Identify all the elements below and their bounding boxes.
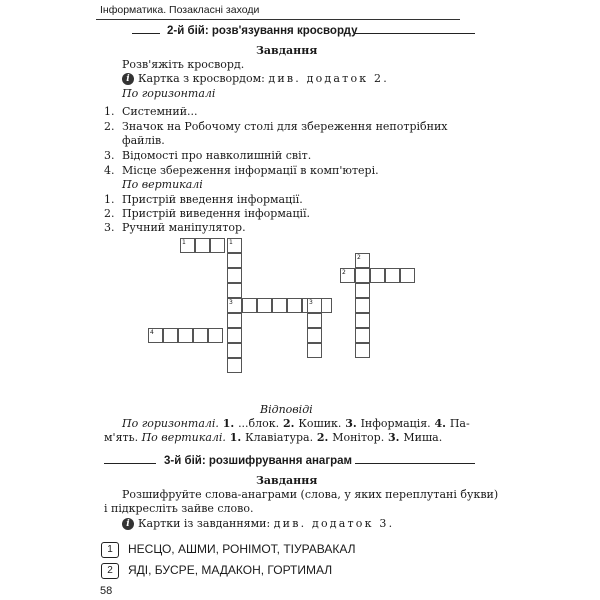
down-item: 2. — [104, 207, 115, 220]
crossword-cell[interactable] — [227, 283, 242, 298]
down-item-text: Пристрій виведення інформації. — [122, 207, 311, 220]
crossword-cell[interactable] — [355, 253, 370, 268]
down-item: 1. — [104, 193, 115, 206]
crossword-cell-number: 4 — [150, 329, 154, 336]
crossword-cell[interactable] — [307, 343, 322, 358]
crossword-cell[interactable] — [208, 328, 223, 343]
across-heading: По горизонталі — [122, 87, 216, 100]
crossword-cell-number: 1 — [182, 239, 186, 246]
crossword-cell[interactable] — [355, 313, 370, 328]
crossword-cell[interactable] — [242, 298, 257, 313]
crossword-cell[interactable] — [355, 268, 370, 283]
running-header: Інформатика. Позакласні заходи — [100, 4, 260, 16]
across-item-text: Значок на Робочому столі для збереження непотрібних — [122, 120, 448, 133]
across-item-text: Системний... — [122, 105, 198, 118]
across-item-text: Відомості про навколишній світ. — [122, 149, 312, 162]
crossword-cell[interactable] — [307, 298, 322, 313]
crossword-cell[interactable] — [163, 328, 178, 343]
crossword-cell[interactable] — [227, 298, 242, 313]
crossword-cell[interactable] — [195, 238, 210, 253]
card-number-badge: 2 — [101, 563, 119, 579]
crossword-cell[interactable] — [340, 268, 355, 283]
across-item: 3. — [104, 149, 115, 162]
crossword-cell[interactable] — [180, 238, 195, 253]
crossword-cell[interactable] — [178, 328, 193, 343]
card-prefix: Картка з кросвордом: — [138, 72, 269, 85]
section3-task-heading: Завдання — [256, 474, 318, 487]
across-item-text: файлів. — [122, 134, 165, 147]
page-number: 58 — [100, 585, 113, 597]
answers-heading: Відповіді — [260, 403, 313, 416]
across-item: 2. — [104, 120, 115, 133]
section2-task-heading: Завдання — [256, 44, 318, 57]
crossword-cell[interactable] — [400, 268, 415, 283]
section-dash-right — [355, 463, 475, 464]
info-icon: i — [122, 73, 134, 85]
crossword-cell-number: 3 — [309, 299, 313, 306]
section3-card-line: Картки із завданнями: див. додаток 3. — [138, 517, 395, 530]
answers-line-1: По горизонталі. 1. ...блок. 2. Кошик. 3. Інформація. 4. Па- — [122, 417, 470, 430]
crossword-cell[interactable] — [287, 298, 302, 313]
card-number-badge: 1 — [101, 542, 119, 558]
crossword-cell[interactable] — [355, 343, 370, 358]
section3-instruction-1: Розшифруйте слова-анаграми (слова, у яких переплутані букви) — [122, 488, 499, 501]
section2-instruction: Розв'яжіть кросворд. — [122, 58, 245, 71]
across-item: 1. — [104, 105, 115, 118]
across-item-text: Місце збереження інформації в комп'ютері. — [122, 164, 379, 177]
crossword-cell[interactable] — [355, 328, 370, 343]
crossword-cell[interactable] — [227, 313, 242, 328]
crossword-cell[interactable] — [355, 298, 370, 313]
down-item-text: Ручний маніпулятор. — [122, 221, 246, 234]
card-ref: див. додаток 2. — [268, 72, 389, 85]
crossword-cell[interactable] — [227, 343, 242, 358]
crossword-cell[interactable] — [307, 328, 322, 343]
across-item: 4. — [104, 164, 115, 177]
section3-instruction-2: і підкресліть зайве слово. — [104, 502, 254, 515]
anagram-card-2: ЯДІ, БУСРЕ, МАДАКОН, ГОРТИМАЛ — [128, 563, 333, 577]
info-icon: i — [122, 518, 134, 530]
crossword-cell[interactable] — [227, 358, 242, 373]
crossword-cell[interactable] — [370, 268, 385, 283]
crossword-cell-number: 3 — [229, 299, 233, 306]
down-item-text: Пристрій введення інформації. — [122, 193, 303, 206]
crossword-cell-number: 2 — [342, 269, 346, 276]
crossword-cell[interactable] — [355, 283, 370, 298]
crossword-cell-number: 1 — [229, 239, 233, 246]
crossword-cell[interactable] — [227, 238, 242, 253]
down-item: 3. — [104, 221, 115, 234]
down-heading: По вертикалі — [122, 178, 203, 191]
answers-line-2: м'ять. По вертикалі. 1. Клавіатура. 2. Монітор. 3. Миша. — [104, 431, 443, 444]
section2-title: 2-й бій: розв'язування кросворду — [167, 25, 358, 37]
crossword-cell[interactable] — [227, 253, 242, 268]
section-dash-left — [104, 463, 156, 464]
crossword-cell[interactable] — [257, 298, 272, 313]
anagram-card-1: НЕСЦО, АШМИ, РОНІМОТ, ТІУРАВАКАЛ — [128, 542, 356, 556]
crossword-cell-number: 2 — [357, 254, 361, 261]
crossword-cell[interactable] — [227, 268, 242, 283]
crossword-cell[interactable] — [385, 268, 400, 283]
crossword-cell[interactable] — [148, 328, 163, 343]
section3-title: 3-й бій: розшифрування анаграм — [164, 455, 353, 467]
crossword-cell[interactable] — [193, 328, 208, 343]
crossword-cell[interactable] — [227, 328, 242, 343]
crossword-cell[interactable] — [210, 238, 225, 253]
crossword-cell[interactable] — [307, 313, 322, 328]
crossword-cell[interactable] — [272, 298, 287, 313]
